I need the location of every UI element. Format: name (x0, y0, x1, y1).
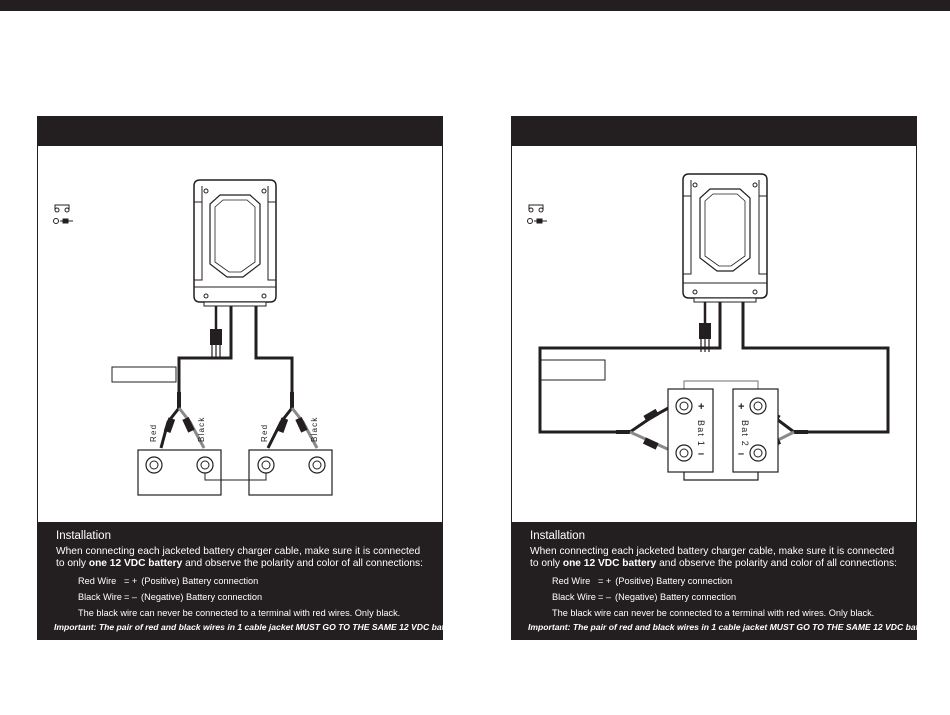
plug-icon (699, 302, 711, 352)
black-wire-note: The black wire can never be connected to a terminal with red wires. Only black. (552, 608, 875, 618)
bat1-plus-sign: + (698, 401, 705, 413)
installation-title: Installation (56, 530, 111, 542)
black-wire-symbol: = – (124, 592, 138, 602)
black-wire-text: (Negative) Battery connection (141, 592, 263, 602)
red-wire-label: Red Wire (78, 576, 117, 586)
right-wiring-diagram (512, 146, 916, 521)
red-wire-line (530, 573, 904, 589)
important-note: Important: The pair of red and black wires in 1 cable jacket MUST GO TO THE SAME 12 VDC battery. (54, 622, 463, 632)
important-note: Important: The pair of red and black wires in 1 cable jacket MUST GO TO THE SAME 12 VDC battery. (528, 622, 937, 632)
intro-bold: one 12 VDC battery (88, 557, 183, 569)
wire-label-red-2: Red (260, 423, 269, 442)
left-panel (37, 116, 463, 640)
installation-title: Installation (530, 530, 585, 542)
intro-suffix: and observe the polarity and color of all connections: (182, 557, 423, 569)
black-wire-label: Black Wire (78, 592, 122, 602)
installation-intro (530, 546, 904, 569)
intro-prefix: to only (56, 557, 89, 569)
cable-label-box (541, 360, 605, 380)
intro-line-1: When connecting each jacketed battery charger cable, make sure it is connected (530, 546, 895, 557)
charger-unit-icon (683, 174, 767, 302)
red-wire-symbol: = + (598, 576, 612, 586)
wire-label-black-2: Black (310, 416, 319, 442)
bat1-minus-sign: – (698, 448, 705, 460)
battery-2 (249, 450, 332, 495)
intro-line-1: When connecting each jacketed battery charger cable, make sure it is connected (56, 546, 421, 557)
black-wire-label: Black Wire (552, 592, 596, 602)
plug-icon (210, 306, 222, 358)
bat2-minus-sign: – (738, 448, 745, 460)
red-wire-label: Red Wire (552, 576, 591, 586)
top-strip (0, 0, 950, 11)
intro-line-2 (56, 558, 430, 570)
legend-symbol-icon (54, 205, 74, 224)
right-panel (511, 116, 937, 640)
wire-label-red-1: Red (149, 423, 158, 442)
left-wiring-diagram (38, 146, 442, 521)
charger-unit-icon (194, 180, 276, 306)
red-wire-symbol: = + (124, 576, 138, 586)
black-wire-line (530, 589, 904, 605)
battery-1 (138, 450, 221, 495)
battery-2 (733, 389, 778, 472)
right-panel-header (512, 117, 916, 146)
wire-label-black-1: Black (197, 416, 206, 442)
red-wire-line (56, 573, 430, 589)
intro-line-2 (530, 558, 904, 570)
red-wire-text: (Positive) Battery connection (615, 576, 733, 586)
battery-1 (668, 389, 713, 472)
red-wire-text: (Positive) Battery connection (141, 576, 259, 586)
bat2-label: Bat 2 (740, 420, 750, 448)
black-wire-note: The black wire can never be connected to a terminal with red wires. Only black. (78, 608, 401, 618)
left-installation-info (38, 522, 463, 640)
black-wire-symbol: = – (598, 592, 612, 602)
cable-label-box (112, 367, 176, 382)
legend-symbol-icon (528, 205, 548, 224)
bat1-label: Bat 1 (696, 420, 706, 448)
intro-suffix: and observe the polarity and color of all connections: (656, 557, 897, 569)
black-wire-text: (Negative) Battery connection (615, 592, 737, 602)
installation-intro (56, 546, 430, 569)
bat2-plus-sign: + (738, 401, 745, 413)
intro-prefix: to only (530, 557, 563, 569)
left-panel-header (38, 117, 442, 146)
right-installation-info (512, 522, 937, 640)
intro-bold: one 12 VDC battery (562, 557, 657, 569)
black-wire-line (56, 589, 430, 605)
